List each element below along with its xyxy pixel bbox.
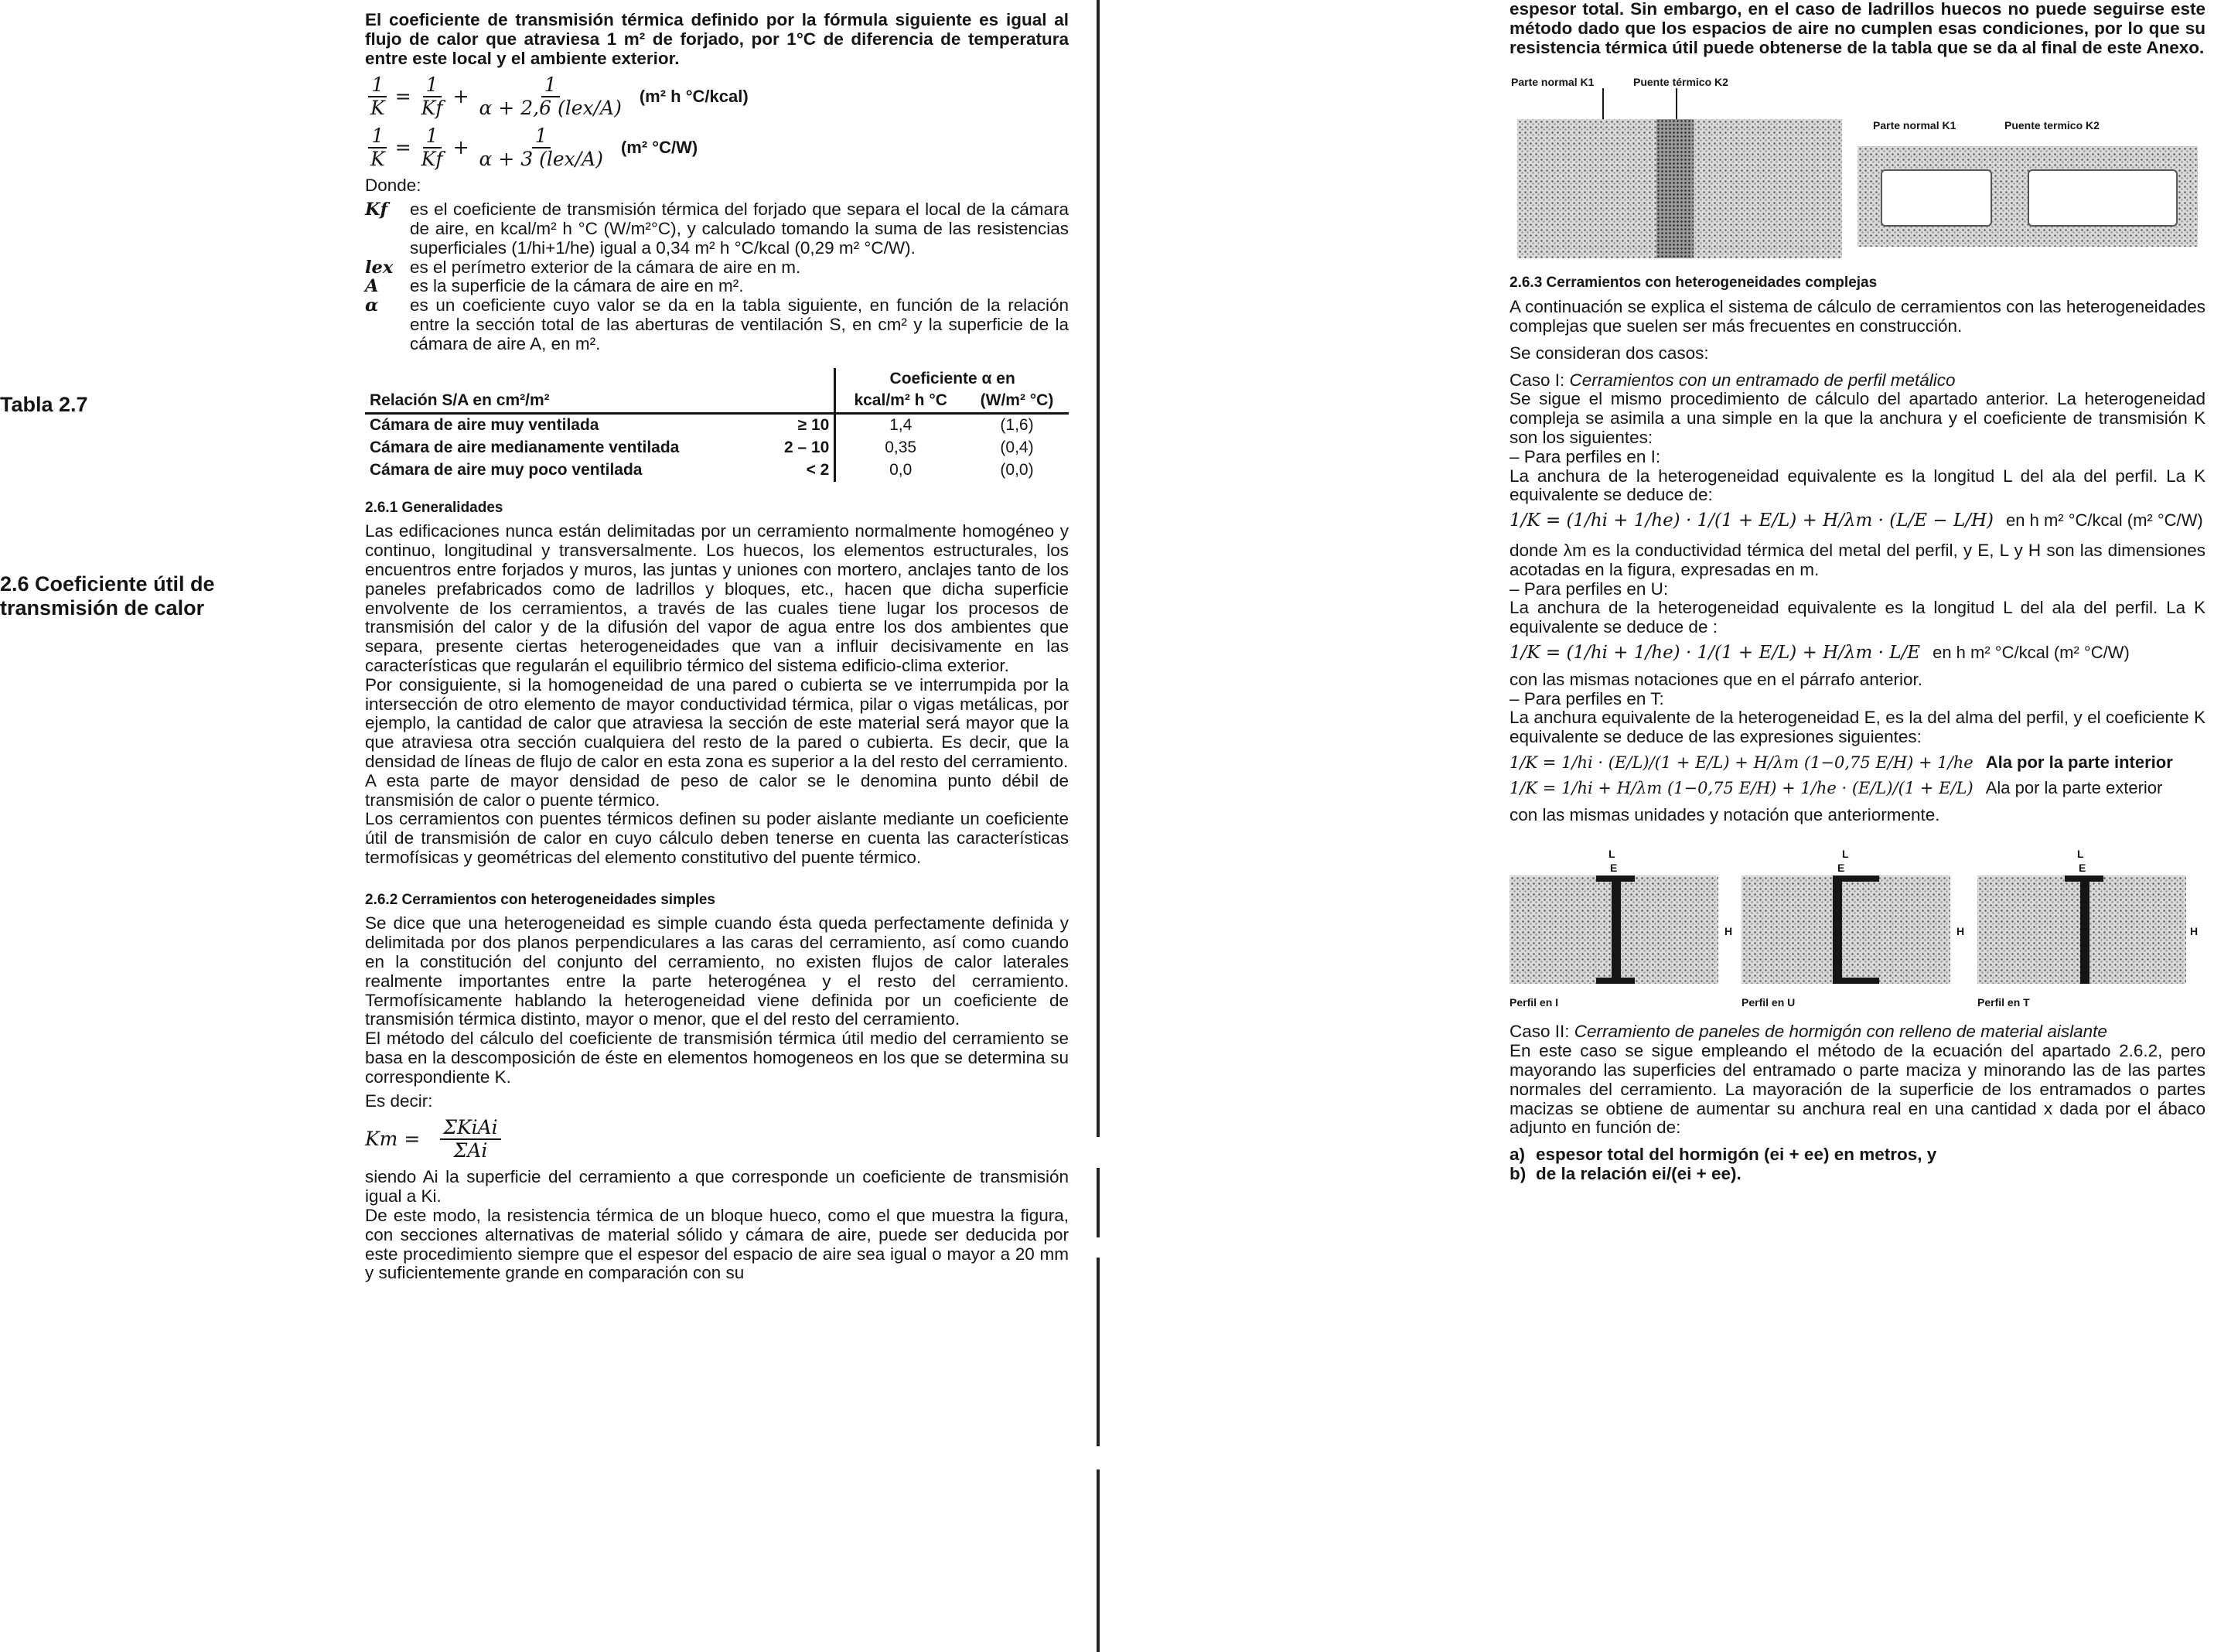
paragraph-notaciones: con las mismas notaciones que en el párrafo anterior. <box>1510 669 1923 689</box>
definition-row: α es un coeficiente cuyo valor se da en la tabla siguiente, en función de la relación entre la sección total de las aberturas de ventilación S, en cm² y la superficie de la cámara de aire A, en m². <box>365 295 1069 353</box>
heading-2-6-1: 2.6.1 Generalidades <box>365 499 503 516</box>
fig-label-puente-termico: Puente térmico K2 <box>1633 76 1728 89</box>
caso-2-heading: Caso II: Cerramiento de paneles de hormigón con relleno de material aislante <box>1510 1022 2107 1042</box>
heading-2-6-2: 2.6.2 Cerramientos con heterogeneidades simples <box>365 891 716 908</box>
paragraph-donde-lambda: donde λm es la conductividad térmica del metal del perfil, y E, L y H son las dimensiones acotadas en la figura, expresadas en m. <box>1510 540 2205 579</box>
fig-label-puente-termico-2: Puente termico K2 <box>2004 119 2100 132</box>
intro-paragraph: El coeficiente de transmisión térmica definido por la fórmula siguiente es igual al flujo de calor que atraviesa 1 m² de forjado, por 1°C de diferencia de temperatura entre este local y el ambiente exterior. <box>365 10 1069 68</box>
es-decir-label: Es decir: <box>365 1091 433 1111</box>
table-label: Tabla 2.7 <box>0 393 88 416</box>
table-row: Cámara de aire muy poco ventilada < 2 0,0 (0,0) <box>365 459 1069 482</box>
coefficient-table <box>365 368 1069 482</box>
table-row: Cámara de aire muy ventilada ≥ 10 1,4 (1,6) <box>365 414 1069 437</box>
perfil-t-label: – Para perfiles en T: <box>1510 688 1664 708</box>
definition-row: A es la superficie de la cámara de aire en m². <box>365 276 744 297</box>
left-column <box>365 11 1069 1283</box>
formula-perfil-u: 1/K = (1/hi + 1/he) · 1/(1 + E/L) + H/λm · L/E en h m² °C/kcal (m² °C/W) <box>1510 642 2130 663</box>
formula-perfil-t-exterior: 1/K = 1/hi + H/λm (1−0,75 E/H) + 1/he · (E/L)/(1 + E/L) Ala por la parte exterior <box>1510 777 2163 797</box>
air-cavity <box>1881 169 1992 227</box>
paragraph-263a: A continuación se explica el sistema de cálculo de cerramientos con las heterogeneidades complejas que suelen ser más frecuentes en construcción. <box>1510 297 2205 336</box>
criteria-list <box>1510 1145 2205 1184</box>
paragraph-261d: Los cerramientos con puentes térmicos definen su poder aislante mediante un coeficiente útil de transmisión de calor en cuyo cálculo deben tenerse en cuenta las características termofísicas y geométricas del elemento constitutivo del puente térmico. <box>365 809 1069 867</box>
paragraph-262c: siendo Ai la superficie del cerramiento a que corresponde un coeficiente de transmisión igual a Ki. <box>365 1167 1069 1207</box>
caption-perfil-u: Perfil en U <box>1742 996 1796 1009</box>
air-cavity <box>2028 169 2178 227</box>
fig-label-parte-normal: Parte normal K1 <box>1511 76 1595 89</box>
paragraph-262a: Se dice que una heterogeneidad es simple cuando ésta queda perfectamente definida y delimitada por dos planos perpendiculares a las caras del cerramiento, así como cuando en la constitución del conjunto del cerramiento, no existen flujos de calor laterales realmente importantes entre la parte heterogénea y el resto del cerramiento. Termofísicamente hablando la heterogeneidad viene definida por un coeficiente de transmisión térmica distinto, mayor o menor, que el del resto del cerramiento. <box>365 913 1069 1029</box>
figure-thermal-bridge <box>1510 73 2205 266</box>
km-formula: Km = $\frac{\text{ΣKiAi}}{\text{ΣAi}}$ <box>365 1117 1069 1162</box>
paragraph-261b: Por consiguiente, si la homogeneidad de una pared o cubierta se ve interrumpida por la intersección de otro elemento de mayor conductividad térmica, pilar o vigas metálicas, por ejemplo, la cantidad de calor que atraviesa la sección de este material será mayor que la que atraviesa otra sección cualquiera del resto de la pared o cubierta. Es decir, que la densidad de líneas de flujo de calor en esta zona es superior a la del resto del cerramiento. <box>365 674 1069 771</box>
section-heading-2-6: 2.6 Coeficiente útil de transmisión de calor <box>0 572 215 620</box>
table-header-relacion: Relación S/A en cm²/m² <box>365 368 835 414</box>
paragraph-perfil-u: La anchura de la heterogeneidad equivalente es la longitud L del ala del perfil. La K equivalente se deduce de : <box>1510 598 2205 637</box>
paragraph-perfil-t: La anchura equivalente de la heterogeneidad E, es la del alma del perfil, y el coeficiente K equivalente se deduce de las expresiones siguientes: <box>1510 708 2205 747</box>
paragraph-262d: De este modo, la resistencia térmica de un bloque hueco, como el que muestra la figura, con secciones alternativas de material sólido y cámara de aire, puede ser deducida por este procedimiento siempre que el espesor del espacio de aire sea igual o mayor a 20 mm y suficientemente grande en comparación con su <box>365 1206 1069 1283</box>
paragraph-263c: Se sigue el mismo procedimiento de cálculo del apartado anterior. La heterogeneidad compleja se asimila a una simple en la que la anchura y el coeficiente de transmisión K son los siguientes: <box>1510 389 2205 447</box>
right-page <box>1114 0 2214 1652</box>
definition-list <box>365 200 1069 353</box>
table-row: Cámara de aire medianamente ventilada 2 – 10 0,35 (0,4) <box>365 437 1069 459</box>
paragraph-perfil-i: La anchura de la heterogeneidad equivalente es la longitud L del ala del perfil. La K equivalente se deduce de: <box>1510 466 2205 505</box>
figure-profiles: L E H Perfil en I L E H Perfil en U L E H Perfil en T <box>1510 845 2205 1007</box>
paragraph-261a: Las edificaciones nunca están delimitadas por un cerramiento normalmente homogéneo y continuo, longitudinal y transversalmente. Los huecos, los elementos estructurales, los encuentros entre forjados y muros, las juntas y uniones con mortero, anclajes tanto de los paneles prefabricados como de ladrillos y bloques, etc., hacen que dicha superficie envolvente de los cerramientos, a través de las cuales tiene lugar los procesos de transmisión del calor y de la difusión del vapor de agua entre los dos ambientes que separa, presente ciertas heterogeneidades que van a influir decisivamente en las características que regularán el equilibrio térmico del sistema edificio-clima exterior. <box>365 521 1069 675</box>
heading-2-6-3: 2.6.3 Cerramientos con heterogeneidades complejas <box>1510 275 1878 292</box>
table-header-coef: Coeficiente α en <box>835 368 1069 391</box>
donde-label: Donde: <box>365 176 421 196</box>
table-header-w: (W/m² °C) <box>965 390 1069 413</box>
caption-perfil-i: Perfil en I <box>1510 996 1559 1009</box>
caso-1-heading: Caso I: Cerramientos con un entramado de perfil metálico <box>1510 370 1956 390</box>
definition-row: lex es el perímetro exterior de la cámara de aire en m. <box>365 257 801 278</box>
perfil-u-label: – Para perfiles en U: <box>1510 579 1669 599</box>
paragraph-caso-2: En este caso se sigue empleando el método de la ecuación del apartado 2.6.2, pero mayorando las superficies del entramado o parte maciza y minorando las de las partes normales del cerramiento. La mayoración de la superficie de los entramados o partes macizas se obtiene de aumentar su anchura real en una cantidad x dada por el ábaco adjunto en función de: <box>1510 1041 2205 1138</box>
profile-u-wall <box>1742 875 1950 984</box>
table-header-kcal: kcal/m² h °C <box>835 390 965 413</box>
right-column <box>1510 0 2205 1184</box>
fig-label-parte-normal-2: Parte normal K1 <box>1873 119 1956 132</box>
list-item: a) espesor total del hormigón (ei + ee) en metros, y <box>1510 1145 1937 1165</box>
definition-row: Kf es el coeficiente de transmisión térmica del forjado que separa el local de la cámara de aire, en kcal/m² h °C (W/m²°C), y calculado tomando la suma de las resistencias superficiales (1/hi+1/he) igual a 0,34 m² h °C/kcal (0,29 m² °C/W). <box>365 200 1069 258</box>
perfil-i-label: – Para perfiles en I: <box>1510 446 1661 466</box>
formula-perfil-i: 1/K = (1/hi + 1/he) · 1/(1 + E/L) + H/λm · (L/E − L/H) en h m² °C/kcal (m² °C/W) <box>1510 510 2203 531</box>
paragraph-261c: A esta parte de mayor densidad de peso de calor se le denomina punto débil de transmisión de calor o puente térmico. <box>365 770 1069 810</box>
formula-perfil-t-interior: 1/K = 1/hi · (E/L)/(1 + E/L) + H/λm (1−0,75 E/H) + 1/he Ala por la parte interior <box>1510 752 2173 772</box>
formula-1-unit: (m² h °C/kcal) <box>639 86 749 106</box>
left-page <box>0 0 1098 1652</box>
caption-perfil-t: Perfil en T <box>1977 996 2030 1009</box>
paragraph-top: espesor total. Sin embargo, en el caso de ladrillos huecos no puede seguirse este método dado que los espacios de aire no cumplen esas condiciones, por lo que su resistencia térmica útil puede obtenerse de la tabla que se da al final de este Anexo. <box>1510 0 2205 57</box>
thermal-bridge-section <box>1656 119 1694 258</box>
formula-2-unit: (m² °C/W) <box>620 137 698 157</box>
paragraph-262b: El método del cálculo del coeficiente de transmisión térmica útil medio del cerramiento se basa en la descomposición de éste en elementos homogeneos en los que se determina su correspondiente K. <box>365 1029 1069 1087</box>
formula-1: $\frac{1}{K}$ = $\frac{1}{Kf}$ + $\frac{1}{\text{α + 2,6 (lex/A)}}$ (m² h °C/kcal) <box>365 74 1069 119</box>
paragraph-mismas-unidades: con las mismas unidades y notación que anteriormente. <box>1510 804 1940 824</box>
formula-2: $\frac{1}{K}$ = $\frac{1}{Kf}$ + $\frac{1}{\text{α + 3 (lex/A)}}$ (m² °C/W) <box>365 125 1069 170</box>
list-item: b) de la relación ei/(ei + ee). <box>1510 1163 1742 1183</box>
paragraph-263b: Se consideran dos casos: <box>1510 343 1709 363</box>
